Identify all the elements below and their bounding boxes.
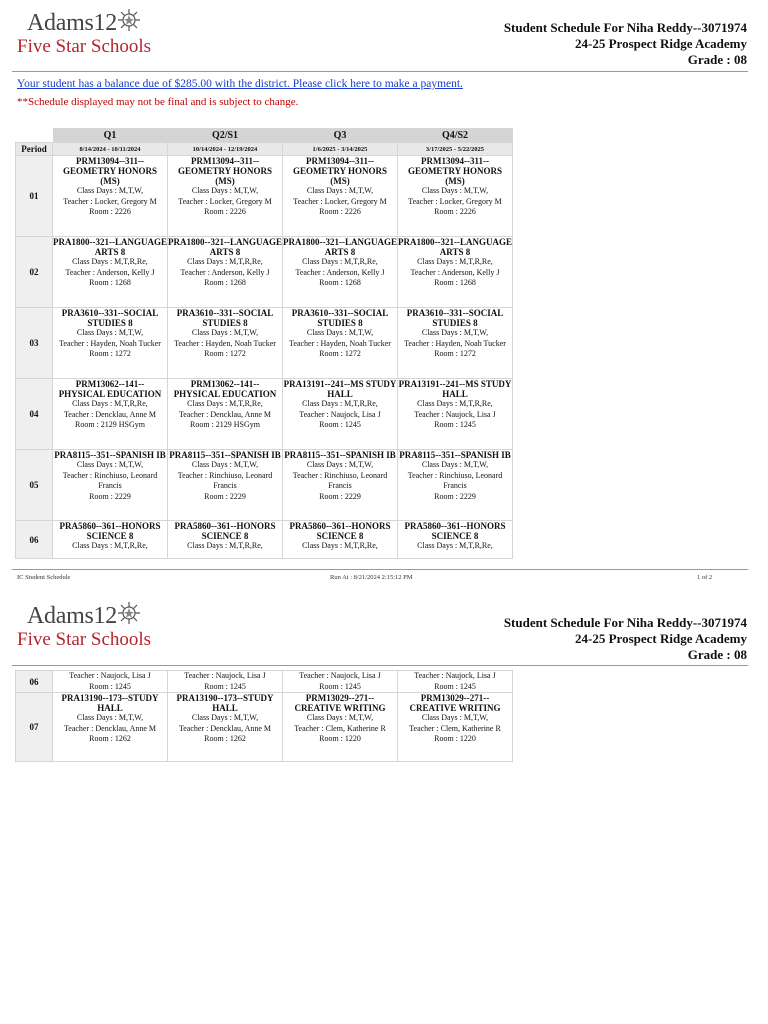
class-cell-content [283, 671, 397, 691]
room-number: Room : 2226 [89, 207, 131, 216]
star-icon [117, 601, 141, 625]
course-name: PRA8115--351--SPANISH IB [399, 450, 511, 460]
grade-label: Grade : 08 [687, 647, 747, 662]
class-days: Class Days : M,T,W, [421, 713, 489, 722]
teacher-name: Teacher : Anderson, Kelly J [410, 267, 500, 277]
teacher-name: Teacher : Hayden, Noah Tucker [174, 338, 276, 348]
class-cell-content [168, 450, 282, 502]
class-cell-content [53, 156, 167, 218]
class-cell [398, 308, 513, 379]
room-number: Room : 1220 [319, 734, 361, 743]
room-number: Room : 2229 [319, 491, 361, 501]
room-number: Room : 1245 [204, 681, 246, 691]
period-number: 01 [16, 156, 53, 237]
teacher-name: Teacher : Naujock, Lisa J [414, 671, 496, 680]
class-cell-content [168, 308, 282, 360]
course-name: PRA5860--361--HONORS SCIENCE 8 [404, 521, 506, 541]
logo-line-2: Five Star Schools [17, 36, 152, 57]
class-cell [168, 156, 283, 237]
class-days: Class Days : M,T,W, [76, 460, 144, 469]
class-cell [398, 521, 513, 559]
class-cell-content [168, 237, 282, 289]
course-name: PRM13094--311--GEOMETRY HONORS (MS) [62, 156, 158, 186]
class-days: Class Days : M,T,R,Re, [417, 399, 493, 408]
period-number: 06 [16, 521, 53, 559]
class-days: Class Days : M,T,R,Re, [187, 257, 263, 266]
class-cell [398, 671, 513, 693]
class-days: Class Days : M,T,R,Re, [302, 541, 378, 550]
class-days: Class Days : M,T,R,Re, [417, 541, 493, 550]
schedule-title: Student Schedule For Niha Reddy--3071974 [503, 20, 747, 35]
room-number: Room : 2226 [204, 207, 246, 216]
class-days: Class Days : M,T,W, [421, 460, 489, 469]
class-cell-content [283, 521, 397, 552]
course-name: PRA1800--321--LANGUAGE ARTS 8 [283, 237, 397, 257]
class-days: Class Days : M,T,W, [306, 328, 374, 337]
teacher-name: Teacher : Rinchiuso, Leonard Francis [407, 470, 503, 490]
class-cell [53, 693, 168, 762]
teacher-name: Teacher : Dencklau, Anne M [63, 723, 157, 733]
table-row [16, 693, 513, 762]
report-header [504, 20, 747, 68]
teacher-name: Teacher : Dencklau, Anne M [178, 723, 272, 733]
schedule-table-continued [15, 670, 513, 762]
course-name: PRA3610--331--SOCIAL STUDIES 8 [291, 308, 389, 328]
quarter-header: Q4/S2 [398, 129, 513, 143]
room-number: Room : 1220 [434, 734, 476, 743]
class-cell-content [283, 156, 397, 218]
class-cell-content [53, 308, 167, 360]
class-cell [398, 693, 513, 762]
header-blank [16, 129, 53, 143]
quarter-header: Q1 [53, 129, 168, 143]
course-name: PRM13094--311--GEOMETRY HONORS (MS) [177, 156, 273, 186]
class-cell-content [398, 156, 512, 218]
course-name: PRA8115--351--SPANISH IB [169, 450, 281, 460]
class-days: Class Days : M,T,R,Re, [417, 257, 493, 266]
class-days: Class Days : M,T,R,Re, [72, 399, 148, 408]
class-cell [283, 308, 398, 379]
schedule-warning: **Schedule displayed may not be final and is subject to change. [17, 96, 299, 108]
teacher-name: Teacher : Naujock, Lisa J [69, 671, 151, 680]
class-cell-content [283, 379, 397, 431]
class-cell-content [283, 450, 397, 502]
table-row [16, 237, 513, 308]
class-days: Class Days : M,T,W, [191, 328, 259, 337]
header-divider [12, 665, 748, 666]
teacher-name: Teacher : Rinchiuso, Leonard Francis [62, 470, 158, 490]
course-name: PRA5860--361--HONORS SCIENCE 8 [59, 521, 161, 541]
course-name: PRA5860--361--HONORS SCIENCE 8 [289, 521, 391, 541]
teacher-name: Teacher : Anderson, Kelly J [65, 267, 155, 277]
class-cell [168, 237, 283, 308]
period-header: Period [16, 143, 53, 156]
class-cell-content [53, 237, 167, 289]
course-name: PRA1800--321--LANGUAGE ARTS 8 [168, 237, 282, 257]
class-cell [53, 379, 168, 450]
teacher-name: Teacher : Naujock, Lisa J [414, 409, 496, 419]
period-number: 04 [16, 379, 53, 450]
room-number: Room : 1262 [89, 734, 131, 743]
class-days: Class Days : M,T,W, [191, 460, 259, 469]
course-name: PRM13062--141--PHYSICAL EDUCATION [58, 379, 162, 399]
teacher-name: Teacher : Naujock, Lisa J [184, 671, 266, 680]
report-header [504, 615, 747, 663]
course-name: PRA1800--321--LANGUAGE ARTS 8 [398, 237, 512, 257]
room-number: Room : 2229 [434, 491, 476, 501]
schedule-title: Student Schedule For Niha Reddy--3071974 [503, 615, 747, 630]
teacher-name: Teacher : Anderson, Kelly J [295, 267, 385, 277]
period-number: 02 [16, 237, 53, 308]
period-number: 03 [16, 308, 53, 379]
class-cell-content [53, 450, 167, 502]
class-cell [398, 379, 513, 450]
teacher-name: Teacher : Rinchiuso, Leonard Francis [177, 470, 273, 490]
room-number: Room : 1245 [319, 420, 361, 429]
teacher-name: Teacher : Rinchiuso, Leonard Francis [292, 470, 388, 490]
course-name: PRA1800--321--LANGUAGE ARTS 8 [53, 237, 167, 257]
room-number: Room : 2229 [204, 491, 246, 501]
course-name: PRM13029--271--CREATIVE WRITING [409, 693, 501, 713]
class-cell-content [168, 693, 282, 745]
class-cell-content [283, 693, 397, 745]
class-cell-content [398, 693, 512, 745]
teacher-name: Teacher : Dencklau, Anne M [178, 409, 272, 419]
teacher-name: Teacher : Hayden, Noah Tucker [59, 338, 161, 348]
teacher-name: Teacher : Locker, Gregory M [63, 196, 157, 206]
table-row [16, 156, 513, 237]
teacher-name: Teacher : Locker, Gregory M [408, 196, 502, 206]
course-name: PRA13190--173--STUDY HALL [176, 693, 274, 713]
teacher-name: Teacher : Naujock, Lisa J [299, 409, 381, 419]
class-cell [283, 693, 398, 762]
class-days: Class Days : M,T,R,Re, [302, 257, 378, 266]
room-number: Room : 2226 [319, 207, 361, 216]
room-number: Room : 1272 [319, 349, 361, 358]
class-cell [283, 521, 398, 559]
class-cell-content [283, 308, 397, 360]
class-cell [53, 156, 168, 237]
room-number: Room : 1272 [204, 349, 246, 358]
class-cell-content [53, 521, 167, 552]
class-cell [398, 156, 513, 237]
table-row [16, 379, 513, 450]
class-cell-content [168, 671, 282, 691]
room-number: Room : 1268 [89, 278, 131, 287]
class-cell-content [398, 521, 512, 552]
grade-label: Grade : 08 [687, 52, 747, 67]
quarter-header: Q3 [283, 129, 398, 143]
class-cell [168, 671, 283, 693]
logo-line-1: Adams12 [27, 10, 117, 36]
school-name: 24-25 Prospect Ridge Academy [575, 631, 747, 646]
class-cell-content [398, 671, 512, 691]
class-days: Class Days : M,T,W, [306, 460, 374, 469]
room-number: Room : 2229 [89, 491, 131, 501]
class-cell-content [53, 671, 167, 691]
teacher-name: Teacher : Naujock, Lisa J [299, 671, 381, 680]
course-name: PRA5860--361--HONORS SCIENCE 8 [174, 521, 276, 541]
course-name: PRA13191--241--MS STUDY HALL [283, 379, 397, 399]
period-number: 06 [16, 671, 53, 693]
room-number: Room : 1245 [434, 681, 476, 691]
class-cell [168, 521, 283, 559]
class-cell [53, 671, 168, 693]
logo-line-1: Adams12 [27, 603, 117, 629]
teacher-name: Teacher : Locker, Gregory M [178, 196, 272, 206]
district-logo [17, 8, 167, 58]
course-name: PRM13094--311--GEOMETRY HONORS (MS) [292, 156, 388, 186]
class-cell-content [398, 450, 512, 502]
class-days: Class Days : M,T,R,Re, [187, 541, 263, 550]
class-days: Class Days : M,T,W, [76, 328, 144, 337]
teacher-name: Teacher : Clem, Katherine R [294, 723, 386, 733]
class-cell-content [168, 521, 282, 552]
class-cell [283, 237, 398, 308]
teacher-name: Teacher : Clem, Katherine R [409, 723, 501, 733]
class-cell [168, 379, 283, 450]
footer-page-number: 1 of 2 [697, 574, 713, 581]
header-divider [12, 71, 748, 72]
class-cell-content [283, 237, 397, 289]
room-number: Room : 1245 [319, 681, 361, 691]
table-row [16, 521, 513, 559]
class-cell-content [53, 693, 167, 745]
class-days: Class Days : M,T,W, [306, 186, 374, 195]
footer-run-at: Run At : 8/21/2024 2:15:12 PM [330, 574, 413, 581]
quarter-dates: 3/17/2025 - 5/22/2025 [398, 143, 513, 156]
class-cell [53, 308, 168, 379]
class-cell [283, 156, 398, 237]
logo-line-2: Five Star Schools [17, 629, 152, 650]
class-days: Class Days : M,T,R,Re, [72, 257, 148, 266]
teacher-name: Teacher : Anderson, Kelly J [180, 267, 270, 277]
teacher-name: Teacher : Hayden, Noah Tucker [289, 338, 391, 348]
payment-link[interactable]: Your student has a balance due of $285.00 with the district. Please click here to make a payment. [17, 78, 463, 90]
class-cell [53, 450, 168, 521]
class-cell-content [168, 156, 282, 218]
teacher-name: Teacher : Locker, Gregory M [293, 196, 387, 206]
star-icon [117, 8, 141, 32]
class-cell [168, 693, 283, 762]
table-row [16, 671, 513, 693]
class-days: Class Days : M,T,W, [421, 186, 489, 195]
class-cell-content [398, 237, 512, 289]
period-number: 05 [16, 450, 53, 521]
quarter-dates: 1/6/2025 - 3/14/2025 [283, 143, 398, 156]
class-cell [168, 450, 283, 521]
teacher-name: Teacher : Dencklau, Anne M [63, 409, 157, 419]
room-number: Room : 1272 [89, 349, 131, 358]
page-2 [0, 595, 768, 1024]
room-number: Room : 2129 HSGym [189, 420, 260, 429]
class-cell [283, 450, 398, 521]
class-cell [53, 521, 168, 559]
class-cell [283, 379, 398, 450]
course-name: PRM13029--271--CREATIVE WRITING [294, 693, 386, 713]
class-days: Class Days : M,T,R,Re, [302, 399, 378, 408]
district-logo [17, 601, 167, 651]
class-cell-content [53, 379, 167, 431]
room-number: Room : 1245 [434, 420, 476, 429]
school-name: 24-25 Prospect Ridge Academy [575, 36, 747, 51]
class-cell-content [168, 379, 282, 431]
course-name: PRA3610--331--SOCIAL STUDIES 8 [406, 308, 504, 328]
room-number: Room : 1268 [204, 278, 246, 287]
table-row [16, 450, 513, 521]
footer-divider [12, 569, 748, 570]
class-days: Class Days : M,T,W, [306, 713, 374, 722]
room-number: Room : 2226 [434, 207, 476, 216]
room-number: Room : 1268 [319, 278, 361, 287]
class-days: Class Days : M,T,W, [191, 186, 259, 195]
footer-left: IC Student Schedule [17, 574, 71, 581]
class-cell-content [398, 308, 512, 360]
course-name: PRM13062--141--PHYSICAL EDUCATION [173, 379, 277, 399]
schedule-table [15, 128, 513, 559]
room-number: Room : 1245 [89, 681, 131, 691]
room-number: Room : 1272 [434, 349, 476, 358]
room-number: Room : 2129 HSGym [74, 420, 145, 429]
course-name: PRA8115--351--SPANISH IB [284, 450, 396, 460]
room-number: Room : 1268 [434, 278, 476, 287]
class-cell [398, 237, 513, 308]
course-name: PRA13191--241--MS STUDY HALL [398, 379, 512, 399]
class-cell [168, 308, 283, 379]
class-days: Class Days : M,T,W, [191, 713, 259, 722]
period-number: 07 [16, 693, 53, 762]
class-days: Class Days : M,T,R,Re, [72, 541, 148, 550]
course-name: PRA3610--331--SOCIAL STUDIES 8 [61, 308, 159, 328]
class-days: Class Days : M,T,W, [76, 186, 144, 195]
class-cell [53, 237, 168, 308]
course-name: PRA8115--351--SPANISH IB [54, 450, 166, 460]
course-name: PRA3610--331--SOCIAL STUDIES 8 [176, 308, 274, 328]
class-days: Class Days : M,T,R,Re, [187, 399, 263, 408]
class-cell [283, 671, 398, 693]
class-cell-content [398, 379, 512, 431]
teacher-name: Teacher : Hayden, Noah Tucker [404, 338, 506, 348]
class-days: Class Days : M,T,W, [421, 328, 489, 337]
quarter-dates: 10/14/2024 - 12/19/2024 [168, 143, 283, 156]
course-name: PRA13190--173--STUDY HALL [61, 693, 159, 713]
course-name: PRM13094--311--GEOMETRY HONORS (MS) [407, 156, 503, 186]
room-number: Room : 1262 [204, 734, 246, 743]
class-cell [398, 450, 513, 521]
quarter-header: Q2/S1 [168, 129, 283, 143]
table-row [16, 308, 513, 379]
quarter-dates: 8/14/2024 - 10/11/2024 [53, 143, 168, 156]
class-days: Class Days : M,T,W, [76, 713, 144, 722]
